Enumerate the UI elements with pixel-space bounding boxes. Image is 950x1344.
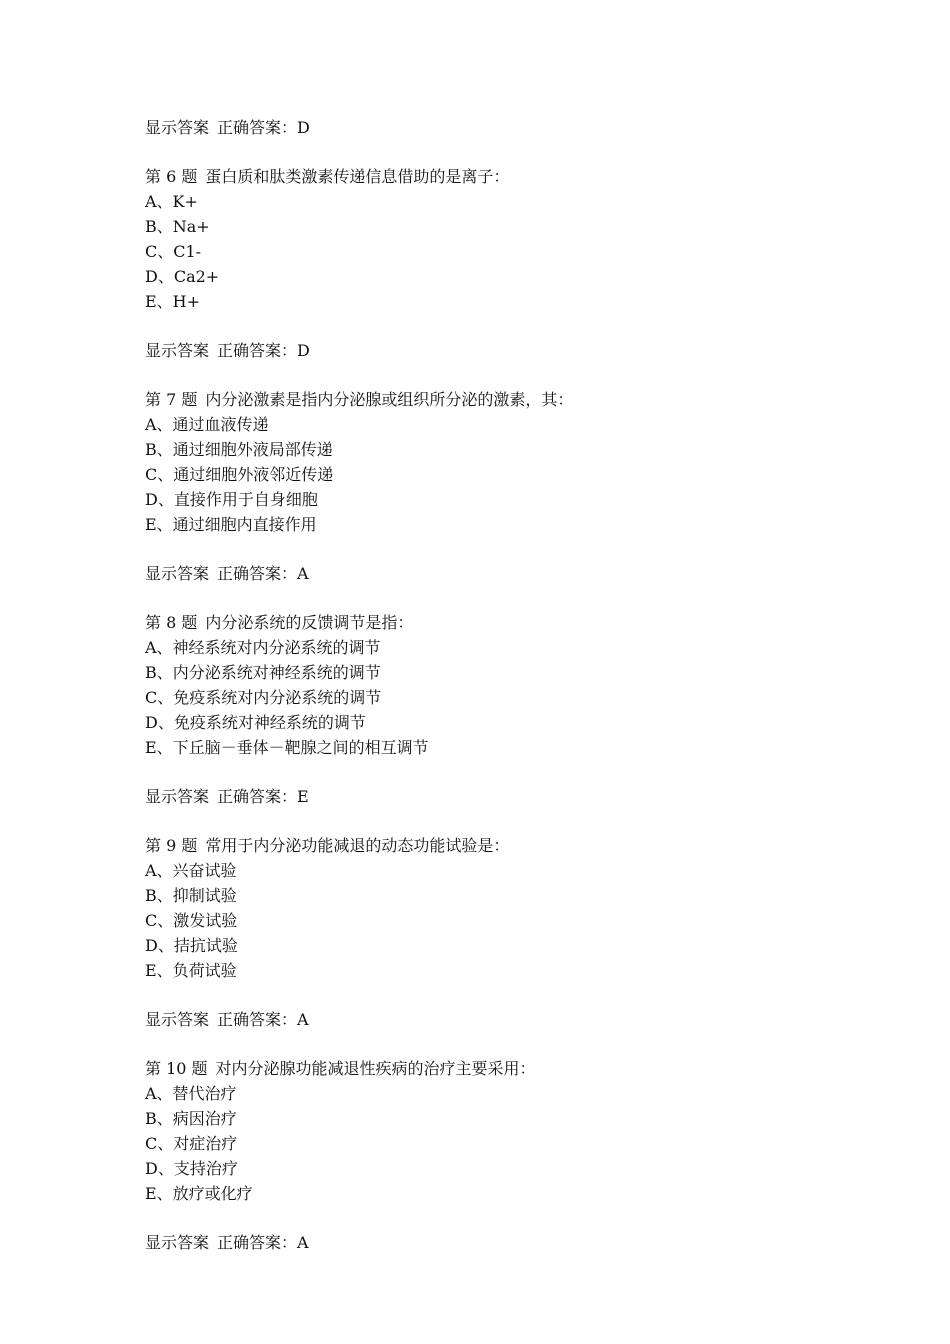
option-d: D、Ca2+ [145, 267, 220, 286]
show-answer-link[interactable]: 显示答案 [145, 341, 210, 360]
question-block [145, 833, 865, 1056]
option-d: D、直接作用于自身细胞 [145, 490, 318, 509]
option-d: D、拮抗试验 [145, 936, 238, 955]
option-a: A、神经系统对内分泌系统的调节 [145, 638, 381, 657]
answer-label: 正确答案： [217, 787, 298, 806]
answer-line [145, 338, 865, 363]
option-e: E、通过细胞内直接作用 [145, 515, 317, 534]
question-text: 内分泌系统的反馈调节是指： [205, 613, 414, 632]
option-e: E、负荷试验 [145, 961, 237, 980]
answer-value: D [297, 118, 310, 137]
answer-label: 正确答案： [217, 564, 298, 583]
answer-line [145, 1230, 865, 1255]
answer-value: A [297, 564, 309, 583]
option-a: A、通过血液传递 [145, 415, 269, 434]
option-c: C、通过细胞外液邻近传递 [145, 465, 334, 484]
answer-label: 正确答案： [217, 118, 298, 137]
question-text: 内分泌激素是指内分泌腺或组织所分泌的激素，其： [205, 390, 574, 409]
question-stem [145, 1056, 865, 1081]
question-number: 第 8 题 [145, 613, 198, 632]
option-c: C、免疫系统对内分泌系统的调节 [145, 688, 382, 707]
answer-value: A [297, 1010, 309, 1029]
option-d: D、支持治疗 [145, 1159, 238, 1178]
question-number: 第 9 题 [145, 836, 198, 855]
question-text: 蛋白质和肽类激素传递信息借助的是离子： [205, 167, 510, 186]
answer-label: 正确答案： [217, 1010, 298, 1029]
show-answer-link[interactable]: 显示答案 [145, 118, 210, 137]
question-text: 常用于内分泌功能减退的动态功能试验是： [205, 836, 510, 855]
question-stem [145, 610, 865, 635]
option-a: A、兴奋试验 [145, 861, 237, 880]
answer-value: E [297, 787, 309, 806]
question-stem [145, 833, 865, 858]
option-b: B、内分泌系统对神经系统的调节 [145, 663, 381, 682]
question-block [145, 610, 865, 833]
option-a: A、K+ [145, 192, 198, 211]
question-stem [145, 164, 865, 189]
answer-value: A [297, 1233, 309, 1252]
show-answer-link[interactable]: 显示答案 [145, 564, 210, 583]
option-e: E、H+ [145, 292, 201, 311]
option-c: C、对症治疗 [145, 1134, 238, 1153]
question-list [145, 115, 865, 1255]
option-d: D、免疫系统对神经系统的调节 [145, 713, 366, 732]
answer-label: 正确答案： [217, 1233, 298, 1252]
option-e: E、放疗或化疗 [145, 1184, 253, 1203]
question-number: 第 6 题 [145, 167, 198, 186]
question-block [145, 1056, 865, 1255]
option-b: B、病因治疗 [145, 1109, 237, 1128]
question-text: 对内分泌腺功能减退性疾病的治疗主要采用： [215, 1059, 536, 1078]
question-block [145, 164, 865, 387]
answer-label: 正确答案： [217, 341, 298, 360]
answer-line [145, 561, 865, 586]
question-number: 第 10 题 [145, 1059, 208, 1078]
option-b: B、通过细胞外液局部传递 [145, 440, 333, 459]
answer-value: D [297, 341, 310, 360]
question-stem [145, 387, 865, 412]
question-block [145, 387, 865, 610]
option-b: B、Na+ [145, 217, 210, 236]
option-c: C、激发试验 [145, 911, 238, 930]
answer-line [145, 115, 865, 140]
show-answer-link[interactable]: 显示答案 [145, 1010, 210, 1029]
answer-line [145, 1007, 865, 1032]
show-answer-link[interactable]: 显示答案 [145, 1233, 210, 1252]
option-e: E、下丘脑－垂体－靶腺之间的相互调节 [145, 738, 429, 757]
option-c: C、C1- [145, 242, 202, 261]
show-answer-link[interactable]: 显示答案 [145, 787, 210, 806]
option-b: B、抑制试验 [145, 886, 237, 905]
question-number: 第 7 题 [145, 390, 198, 409]
answer-line [145, 784, 865, 809]
option-a: A、替代治疗 [145, 1084, 237, 1103]
